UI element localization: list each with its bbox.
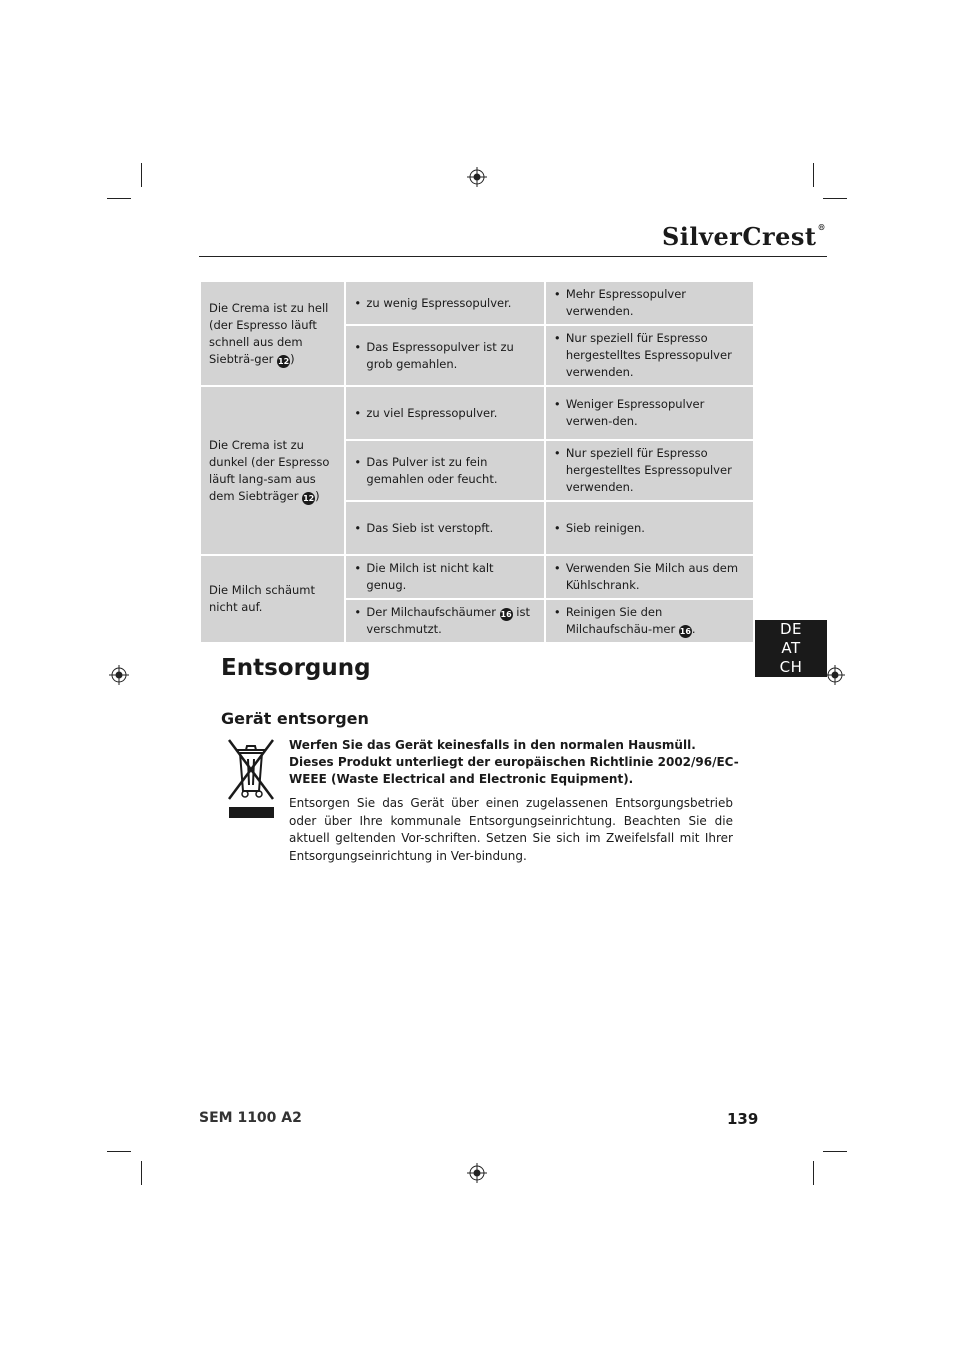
language-code: AT bbox=[781, 639, 801, 657]
table-row bbox=[200, 555, 754, 599]
table-row bbox=[200, 281, 754, 325]
part-number-badge: 12 bbox=[303, 493, 315, 503]
language-code: DE bbox=[779, 620, 803, 638]
fix-cell: • Nur speziell für Espresso hergestelltes Espressopulver verwenden. bbox=[545, 325, 754, 386]
fix-cell: • Verwenden Sie Milch aus dem Kühlschrank. bbox=[545, 555, 754, 599]
registration-mark-icon bbox=[825, 665, 845, 685]
fix-cell: • Mehr Espressopulver verwenden. bbox=[545, 281, 754, 325]
brand-logo: SilverCrest® bbox=[661, 222, 826, 251]
problem-cell: Die Crema ist zu hell (der Espresso läuft schnell aus dem Siebträ-ger 12) bbox=[200, 281, 345, 386]
cause-cell: • Das Sieb ist verstopft. bbox=[345, 501, 544, 555]
registration-mark-icon bbox=[109, 665, 129, 685]
fix-cell: • Sieb reinigen. bbox=[545, 501, 754, 555]
registration-mark-icon bbox=[467, 167, 487, 187]
part-number-badge: 12 bbox=[278, 356, 290, 366]
part-number-badge: 16 bbox=[679, 627, 691, 636]
crossed-bin-icon bbox=[226, 737, 276, 821]
cause-cell: • Das Espressopulver ist zu grob gemahlen. bbox=[345, 325, 544, 386]
crop-mark bbox=[141, 1161, 142, 1185]
fix-cell: • Nur speziell für Espresso hergestelltes Espressopulver verwenden. bbox=[545, 440, 754, 501]
page-number: 139 bbox=[727, 1110, 759, 1128]
crop-mark bbox=[823, 198, 847, 199]
crop-mark bbox=[813, 163, 814, 187]
troubleshooting-table bbox=[199, 280, 755, 644]
crop-mark bbox=[107, 198, 131, 199]
crop-mark bbox=[823, 1151, 847, 1152]
registration-mark-icon bbox=[467, 1163, 487, 1183]
header-rule bbox=[199, 256, 827, 257]
fix-cell: • Reinigen Sie den Milchaufschäu-mer 16. bbox=[545, 599, 754, 643]
cause-cell: • zu wenig Espressopulver. bbox=[345, 281, 544, 325]
part-number-badge: 16 bbox=[500, 610, 512, 619]
crop-mark bbox=[107, 1151, 131, 1152]
disposal-instructions: Entsorgen Sie das Gerät über einen zugelassenen Entsorgungsbetrieb oder über Ihre kommunale Entsorgungseinrichtung. Beachten Sie die aktuell geltenden Vor-schriften. Setzen Sie sich im Zweifelsfall mit Ihrer Entsorgungseinrichtung in Ver-bindung. bbox=[289, 796, 733, 863]
cause-cell: • Der Milchaufschäumer 16 ist verschmutzt. bbox=[345, 599, 544, 643]
model-number: SEM 1100 A2 bbox=[199, 1110, 302, 1126]
cause-cell: • zu viel Espressopulver. bbox=[345, 386, 544, 440]
fix-cell: • Weniger Espressopulver verwen-den. bbox=[545, 386, 754, 440]
crop-mark bbox=[813, 1161, 814, 1185]
section-title: Entsorgung bbox=[221, 655, 371, 681]
crop-mark bbox=[141, 163, 142, 187]
weee-warning: Werfen Sie das Gerät keinesfalls in den normalen Hausmüll. Dieses Produkt unterliegt der europäischen Richtlinie 2002/96/EC-WEEE (Waste Electrical and Electronic Equipment). bbox=[289, 738, 739, 786]
problem-cell: Die Milch schäumt nicht auf. bbox=[200, 555, 345, 643]
cause-cell: • Das Pulver ist zu fein gemahlen oder feucht. bbox=[345, 440, 544, 501]
section-subtitle: Gerät entsorgen bbox=[221, 709, 369, 728]
problem-cell: Die Crema ist zu dunkel (der Espresso läuft lang-sam aus dem Siebträger 12) bbox=[200, 386, 345, 555]
language-tab bbox=[755, 620, 827, 677]
language-code: CH bbox=[779, 658, 803, 676]
cause-cell: • Die Milch ist nicht kalt genug. bbox=[345, 555, 544, 599]
table-row bbox=[200, 386, 754, 440]
